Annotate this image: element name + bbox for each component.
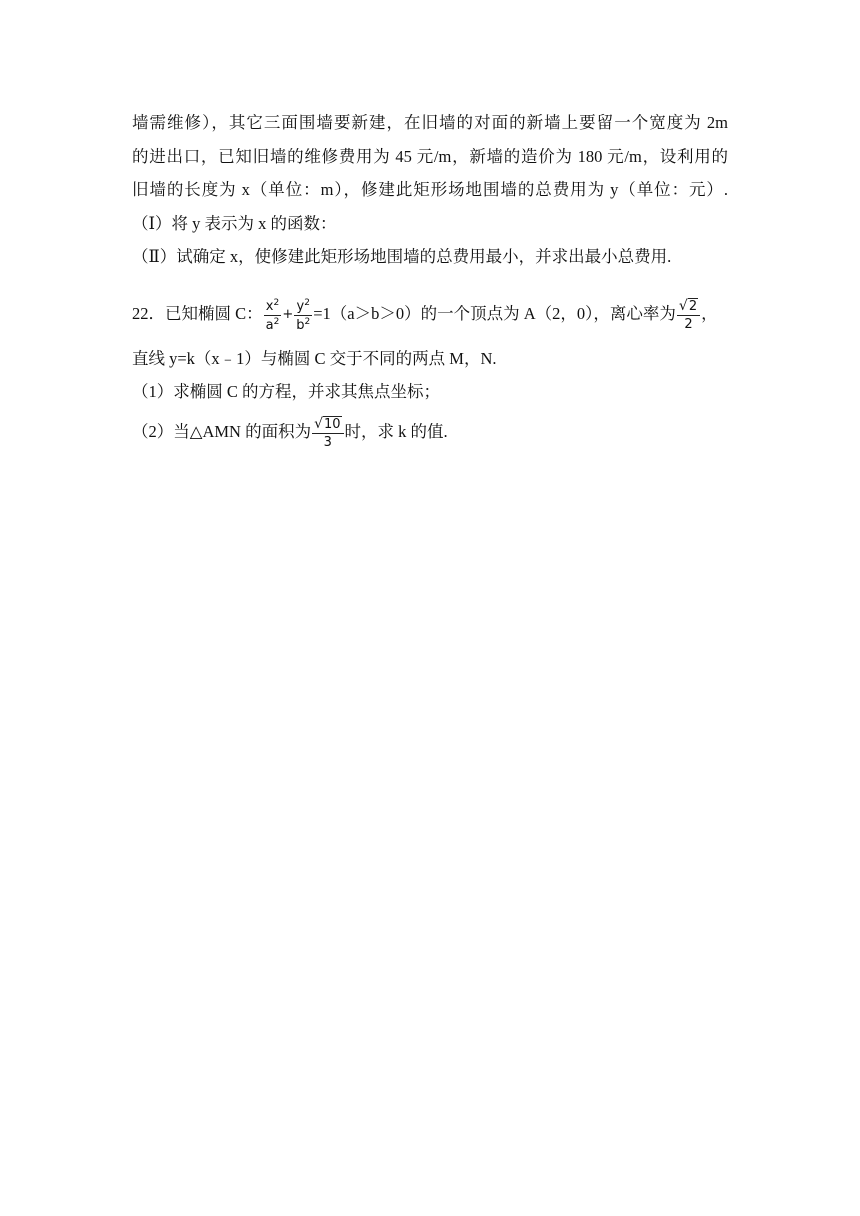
question-22-prefix: 22．已知椭圆 C： [132,304,263,323]
exponent: 2 [304,297,310,308]
eccentricity-denominator: 2 [684,317,693,333]
part-i-text: （Ⅰ）将 y 表示为 x 的函数： [132,214,337,233]
plus-sign: + [282,307,294,323]
part-2-prefix: （2）当△AMN 的面积为 [132,422,312,441]
part-2-suffix: 时，求 k 的值. [344,422,448,441]
exponent: 2 [273,316,280,327]
question-22-middle: =1（a＞b＞0）的一个顶点为 A（2，0），离心率为 [313,304,676,323]
part-ii-text: （Ⅱ）试确定 x，使修建此矩形场地围墙的总费用最小，并求出最小总费用. [132,247,672,266]
exponent: 2 [273,297,280,308]
fraction-y2-over-b2 [294,299,312,332]
text-line-3: 旧墙的长度为 x（单位：m），修建此矩形场地围墙的总费用为 y（单位：元）. [132,180,728,199]
area-radicand: 10 [324,417,341,433]
text-line-2: 的进出口，已知旧墙的维修费用为 45 元/m，新墙的造价为 180 元/m，设利用的 [132,147,728,166]
question-22-part-1: （1）求椭圆 C 的方程，并求其焦点坐标； [132,382,441,401]
question-22-line-2: 直线 y=k（x﹣1）与椭圆 C 交于不同的两点 M，N. [132,349,497,368]
text-line-1: 墙需维修），其它三面围墙要新建，在旧墙的对面的新墙上要留一个宽度为 2m [132,113,728,132]
frac1-denominator: a [265,317,274,333]
area-fraction [312,417,343,449]
exponent: 2 [304,316,311,327]
eccentricity-radicand: 2 [688,299,698,315]
fraction-x2-over-a2 [264,299,282,332]
area-denominator: 3 [323,435,332,451]
frac2-denominator: b [296,317,305,333]
frac1-numerator: x [265,298,274,314]
question-22-line [132,294,732,334]
question-22-suffix: ， [701,304,718,323]
question-22-part-2 [132,412,448,452]
frac2-numerator: y [296,298,305,314]
sqrt-symbol-icon: √ [678,298,688,315]
eccentricity-fraction [677,299,700,331]
sqrt-symbol-icon: √ [314,416,323,433]
